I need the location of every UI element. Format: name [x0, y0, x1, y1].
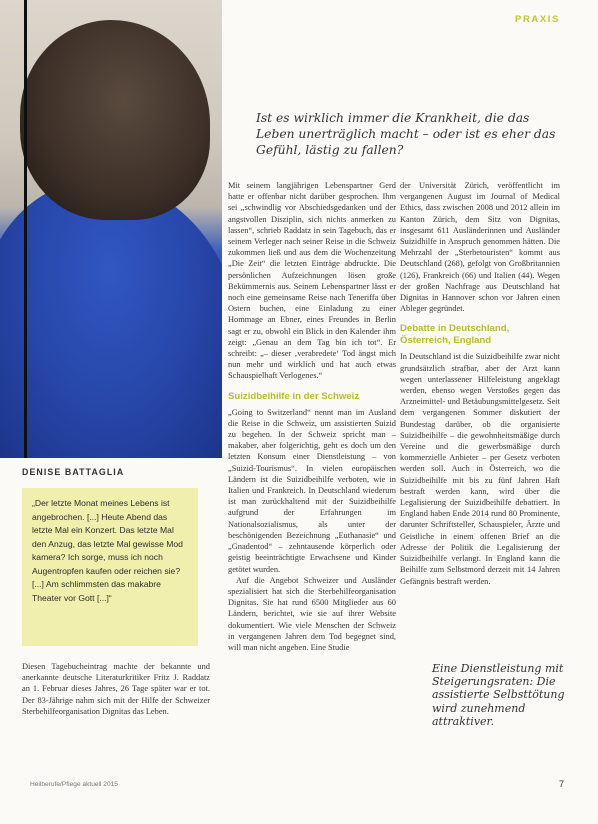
paragraph: „Going to Switzerland“ nennt man im Ausland die Reise in die Schweiz, um assistierten Suizid zu begehen. In der Schweiz spricht man – makaber, aber folgerichtig, geht es doch um den letzten Konsum einer Dienstleistung – von „Suizid-Tourismus“. In vielen europäischen Ländern ist die Suizidbeihilfe verboten, wie in Italien und Frankreich. In Deutschland wiederum ist man zurückhaltend mit der Suizidbeihilfe aufgrund der Erfahrungen im Nationalsozialismus, als unter der beschönigenden Bezeichnung „Euthanasie“ und „Gnadentod“ – zehntausende körperlich oder geistig beeinträchtigte Erwachsene und Kinder getötet wurden.	[228, 407, 396, 574]
paragraph: Diesen Tagebucheintrag machte der bekannte und anerkannte deutsche Literaturkritiker Fritz J. Raddatz an 1. Februar dieses Jahres, 26 Tage später war er tot. Der 83-Jährige nahm sich mit der Hilfe der Schweizer Sterbehilfeorganisation Dignitas das Leben.	[22, 662, 210, 716]
paragraph: In Deutschland ist die Suizidbeihilfe zwar nicht grundsätzlich strafbar, aber der Arzt kann wegen unterlassener Hilfeleistung angeklagt werden, ebenso wegen Verstoßes gegen das Arzneimittel- und Betäubungsmittelgesetz. Seit dem vergangenen Sommer diskutiert der Bundestag darüber, ob die organisierte Suizidbeihilfe – die gewohnheitsmäßige durch Vereine und die gewerbsmäßige durch kommerzielle Anbieter – per Gesetz verboten werden soll. Auch in Österreich, wo die Suizidbeihilfe mit bis zu fünf Jahren Haft bestraft werden kann, wird über die Legalisierung der Suizidbeihilfe debattiert. In England haben Ende 2014 rund 80 Prominente, darunter Schriftsteller, Schauspieler, Ärzte und Geistliche in einem offenen Brief an die Adresse der Politik die Legalisierung der Suizidbeihilfe verlangt. In England kann die Beihilfe zum Selbstmord derzeit mit 14 Jahren Gefängnis bestraft werden.	[400, 352, 560, 586]
paragraph: Mit seinem langjährigen Lebenspartner Gerd hatte er offenbar nicht darüber gesprochen. Ihm sei „schwindlig vor Abschiedsgedanken und der angstvollen Disziplin, sich nichts anmerken zu lassen“, schrieb Raddatz in sein Tagebuch, das er seinem Verleger nach seiner Reise in die Schweiz zukommen ließ und aus dem die Wochenzeitung „Die Zeit“ die letzten Einträge abdruckte. Die persönlichen Aufzeichnungen lösen große Bekümmernis aus. Seinem Lebenspartner lässt er noch eine gemeinsame Reise nach Teneriffa über Ostern buchen, eine Einladung zu einer Hommage an Ebner, eines Freundes in Berlin sagt er zu, obwohl ein Blick in den Kalender ihm zeigt: „Genau an dem Tag bin ich tot“. Er schreibt: „– dieser ‚verabredete‘ Tod ängst mich nun mehr und wirklich und hat auch etwas Schauspielhaft Verlogenes.“	[228, 181, 396, 381]
intro-lead: Ist es wirklich immer die Krankheit, die das Leben unerträglich macht – oder ist es eher das Gefühl, lästig zu fallen?	[256, 111, 556, 157]
text-column-right	[400, 180, 560, 587]
pull-quote: Eine Dienstleistung mit Steigerungsraten: Die assistierte Selbsttötung wird zunehmend attraktiver.	[432, 662, 565, 728]
section-label: PRAXIS	[515, 14, 560, 25]
paragraph: Auf die Angebot Schweizer und Ausländer spezialisiert hat sich die Sterbehilfeorganisation Dignitas. Sie hat rund 6500 Mitglieder aus 60 Ländern, berichtet, wie sie auf ihrer Website dokumentiert. Wie viele Menschen der Schweiz in vergangenen Jahren dem Tod begegnet sind, will man nicht angeben. Eine Studie	[228, 575, 396, 652]
author-name: DENISE BATTAGLIA	[22, 467, 125, 477]
page-number: 7	[558, 779, 564, 789]
text-column-middle	[228, 180, 396, 653]
quote-box	[22, 488, 198, 646]
photo-edge-shadow	[24, 0, 27, 458]
hero-photo	[0, 0, 222, 458]
subheading: Debatte in Deutschland, Österreich, England	[400, 323, 510, 347]
quote-text: „Der letzte Monat meines Lebens ist angebrochen. [...] Heute Abend das letzte Mal ein Konzert. Das letzte Mal den Anzug, das letzte Mal gewisse Mod kamera? Ich sorge, muss ich noch Augentropfen kaufen oder reichen sie? [...] Am schlimmsten das makabre Theater vor Gott [...]“	[32, 498, 183, 603]
subheading: Suizidbeihilfe in der Schweiz	[228, 390, 360, 402]
footer-source: Heilberufe/Pflege aktuell 2015	[30, 781, 118, 788]
text-column-left	[22, 661, 210, 717]
paragraph: der Universität Zürich, veröffentlicht im vergangenen August im Journal of Medical Ethics, dass zwischen 2008 und 2012 allein im Kanton Zürich, dem Sitz von Dignitas, insgesamt 611 Ausländerinnen und Ausländer Suizidhilfe in Anspruch genommen hätten. Die Mehrzahl der „Sterbetouristen“ kommt aus Deutschland (268), gefolgt von Großbritannien (126), Frankreich (66) und Italien (44). Wegen der großen Nachfrage aus Deutschland hat Dignitas in Hannover schon vor Jahren einen Ableger gegründet.	[400, 181, 560, 314]
photo-figure-shoulders	[0, 180, 222, 458]
photo-figure-head	[20, 20, 210, 220]
